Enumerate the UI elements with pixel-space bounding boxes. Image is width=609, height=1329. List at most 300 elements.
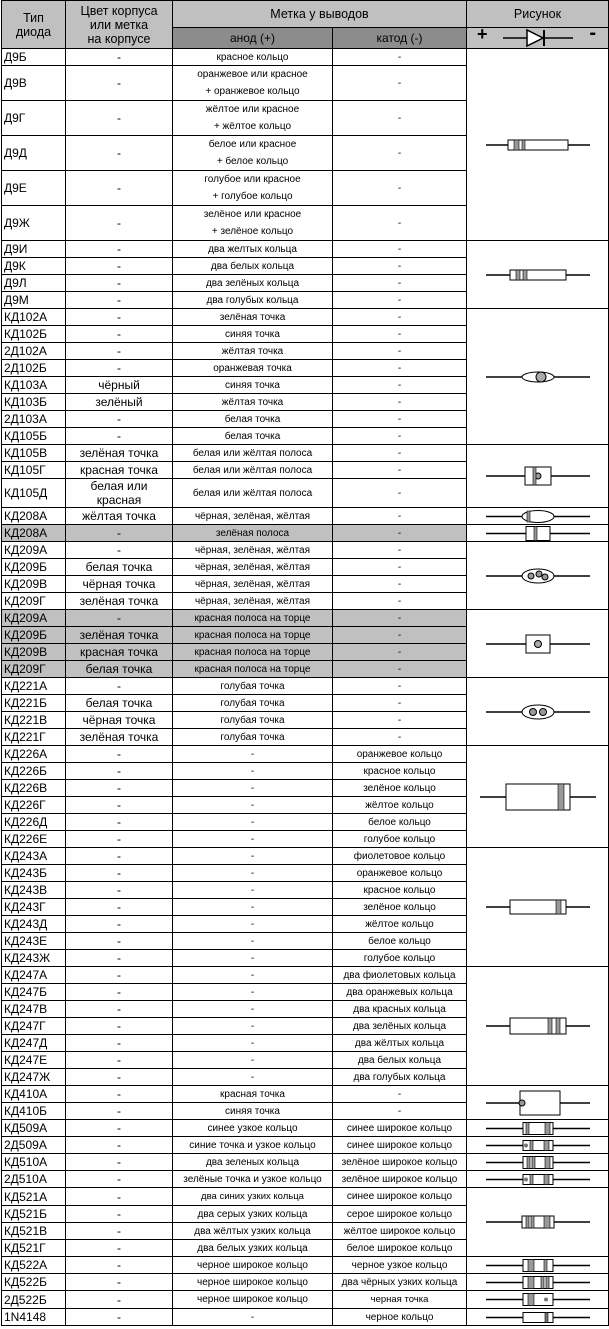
diode-picture-cell: [467, 967, 609, 1086]
cell-body-color: -: [66, 1137, 173, 1154]
cell-anode-mark: -: [173, 797, 333, 814]
diode-drawing-icon: [478, 1275, 598, 1290]
diode-picture-cell: [467, 610, 609, 678]
cell-anode-mark: оранжевое или красное + оранжевое кольцо: [173, 66, 333, 101]
cell-cathode-mark: белое кольцо: [333, 814, 467, 831]
cell-diode-type: 1N4148: [2, 1309, 66, 1326]
cell-diode-type: КД522Б: [2, 1274, 66, 1291]
cell-anode-mark: чёрная, зелёная, жёлтая: [173, 542, 333, 559]
cell-cathode-mark: -: [333, 678, 467, 695]
cell-body-color: -: [66, 136, 173, 171]
header-diode-symbol: [467, 28, 609, 49]
cell-cathode-mark: -: [333, 712, 467, 729]
cell-body-color: -: [66, 1120, 173, 1137]
table-row: [2, 678, 609, 695]
cell-cathode-mark: -: [333, 292, 467, 309]
cell-body-color: -: [66, 1069, 173, 1086]
cell-anode-mark: -: [173, 780, 333, 797]
diode-picture-cell: [467, 525, 609, 542]
cell-anode-mark: -: [173, 967, 333, 984]
cell-body-color: -: [66, 797, 173, 814]
cell-cathode-mark: красное кольцо: [333, 882, 467, 899]
cell-cathode-mark: -: [333, 343, 467, 360]
cell-cathode-mark: -: [333, 309, 467, 326]
cell-diode-type: КД105Д: [2, 479, 66, 508]
cell-diode-type: КД102А: [2, 309, 66, 326]
cell-body-color: зелёная точка: [66, 445, 173, 462]
cell-anode-mark: два белых кольца: [173, 258, 333, 275]
cell-anode-mark: -: [173, 1018, 333, 1035]
cell-body-color: -: [66, 1188, 173, 1206]
cell-anode-mark: голубая точка: [173, 678, 333, 695]
cell-diode-type: КД226В: [2, 780, 66, 797]
cell-anode-mark: -: [173, 882, 333, 899]
cell-cathode-mark: -: [333, 576, 467, 593]
cell-diode-type: КД209А: [2, 542, 66, 559]
cell-body-color: -: [66, 984, 173, 1001]
diode-drawing-icon: [478, 1121, 598, 1136]
diode-drawing-icon: [478, 1087, 598, 1119]
cell-diode-type: КД243Ж: [2, 950, 66, 967]
cell-cathode-mark: два жёлтых кольца: [333, 1035, 467, 1052]
diode-picture-cell: [467, 1309, 609, 1326]
cell-body-color: -: [66, 831, 173, 848]
cell-diode-type: КД226Б: [2, 763, 66, 780]
cell-cathode-mark: -: [333, 1103, 467, 1120]
cell-cathode-mark: -: [333, 206, 467, 241]
cell-body-color: -: [66, 241, 173, 258]
cell-diode-type: Д9Е: [2, 171, 66, 206]
cell-body-color: жёлтая точка: [66, 508, 173, 525]
cell-cathode-mark: -: [333, 49, 467, 66]
table-row: [2, 1137, 609, 1154]
cell-anode-mark: красная точка: [173, 1086, 333, 1103]
cell-body-color: -: [66, 1086, 173, 1103]
diode-picture-cell: [467, 1154, 609, 1171]
cell-body-color: -: [66, 814, 173, 831]
cell-diode-type: КД209Г: [2, 593, 66, 610]
cell-anode-mark: белая точка: [173, 428, 333, 445]
cell-body-color: -: [66, 428, 173, 445]
cell-diode-type: Д9Г: [2, 101, 66, 136]
diode-drawing-icon: [478, 890, 598, 924]
cell-body-color: чёрный: [66, 377, 173, 394]
cell-diode-type: Д9М: [2, 292, 66, 309]
cell-cathode-mark: голубое кольцо: [333, 950, 467, 967]
cell-anode-mark: жёлтая точка: [173, 394, 333, 411]
cell-diode-type: 2Д102А: [2, 343, 66, 360]
cell-body-color: -: [66, 542, 173, 559]
cell-anode-mark: два белых узких кольца: [173, 1240, 333, 1257]
cell-cathode-mark: -: [333, 394, 467, 411]
cell-cathode-mark: -: [333, 508, 467, 525]
cell-body-color: -: [66, 1291, 173, 1309]
cell-anode-mark: -: [173, 1001, 333, 1018]
cell-cathode-mark: оранжевое кольцо: [333, 865, 467, 882]
cell-cathode-mark: зелёное кольцо: [333, 899, 467, 916]
cell-body-color: -: [66, 309, 173, 326]
cell-anode-mark: -: [173, 984, 333, 1001]
cell-anode-mark: синяя точка: [173, 326, 333, 343]
cell-cathode-mark: черное узкое кольцо: [333, 1257, 467, 1274]
cell-cathode-mark: -: [333, 1086, 467, 1103]
cell-cathode-mark: -: [333, 445, 467, 462]
diode-picture-cell: [467, 1137, 609, 1154]
table-row: [2, 542, 609, 559]
cell-anode-mark: белая точка: [173, 411, 333, 428]
cell-cathode-mark: два фиолетовых кольца: [333, 967, 467, 984]
cell-anode-mark: голубое или красное + голубое кольцо: [173, 171, 333, 206]
diode-drawing-icon: [478, 695, 598, 729]
diode-drawing-icon: [478, 1172, 598, 1187]
cell-anode-mark: -: [173, 763, 333, 780]
cell-cathode-mark: белое кольцо: [333, 933, 467, 950]
table-row: [2, 508, 609, 525]
header-picture: Рисунок: [467, 1, 609, 28]
cell-anode-mark: черное широкое кольцо: [173, 1274, 333, 1291]
cell-body-color: -: [66, 882, 173, 899]
cell-body-color: белая или красная: [66, 479, 173, 508]
cell-cathode-mark: -: [333, 542, 467, 559]
diode-marking-table: [1, 0, 609, 1326]
cell-cathode-mark: -: [333, 377, 467, 394]
cell-cathode-mark: оранжевое кольцо: [333, 746, 467, 763]
cell-diode-type: КД509А: [2, 1120, 66, 1137]
header-cathode: катод (-): [333, 28, 467, 49]
cell-anode-mark: синие точка и узкое кольцо: [173, 1137, 333, 1154]
diode-drawing-icon: [478, 1258, 598, 1273]
cell-diode-type: КД221В: [2, 712, 66, 729]
cell-body-color: -: [66, 899, 173, 916]
cell-cathode-mark: два чёрных узких кольца: [333, 1274, 467, 1291]
table-row: [2, 445, 609, 462]
table-row: [2, 1120, 609, 1137]
cell-cathode-mark: -: [333, 136, 467, 171]
cell-body-color: -: [66, 525, 173, 542]
diode-drawing-icon: [478, 559, 598, 593]
cell-cathode-mark: -: [333, 695, 467, 712]
cell-anode-mark: жёлтое или красное + жёлтое кольцо: [173, 101, 333, 136]
cell-body-color: -: [66, 258, 173, 275]
table-row: [2, 1257, 609, 1274]
cell-cathode-mark: белое широкое кольцо: [333, 1240, 467, 1257]
header-lead-mark: Метка у выводов: [173, 1, 467, 28]
cell-anode-mark: -: [173, 831, 333, 848]
cell-anode-mark: синяя точка: [173, 1103, 333, 1120]
table-row: [2, 1309, 609, 1326]
diode-picture-cell: [467, 49, 609, 241]
diode-drawing-icon: [478, 258, 598, 292]
cell-anode-mark: два жёлтых узких кольца: [173, 1223, 333, 1240]
cell-cathode-mark: голубое кольцо: [333, 831, 467, 848]
cell-anode-mark: два серых узких кольца: [173, 1206, 333, 1223]
cell-body-color: -: [66, 916, 173, 933]
cell-cathode-mark: синее широкое кольцо: [333, 1120, 467, 1137]
cell-diode-type: КД247Г: [2, 1018, 66, 1035]
cell-cathode-mark: -: [333, 101, 467, 136]
cell-diode-type: КД247Е: [2, 1052, 66, 1069]
cell-diode-type: КД105Б: [2, 428, 66, 445]
cell-cathode-mark: два белых кольца: [333, 1052, 467, 1069]
table-row: [2, 241, 609, 258]
cell-body-color: -: [66, 1257, 173, 1274]
cell-diode-type: КД510А: [2, 1154, 66, 1171]
header-body-color: Цвет корпуса или метка на корпусе: [66, 1, 173, 49]
cell-diode-type: КД221Б: [2, 695, 66, 712]
cell-body-color: -: [66, 411, 173, 428]
cell-body-color: чёрная точка: [66, 712, 173, 729]
cell-body-color: зелёная точка: [66, 627, 173, 644]
cell-body-color: -: [66, 275, 173, 292]
diode-drawing-icon: [478, 1292, 598, 1307]
cell-anode-mark: -: [173, 814, 333, 831]
table-row: [2, 610, 609, 627]
cell-body-color: -: [66, 1103, 173, 1120]
cell-body-color: -: [66, 1223, 173, 1240]
diode-drawing-icon: [478, 360, 598, 394]
cell-anode-mark: оранжевая точка: [173, 360, 333, 377]
cell-body-color: белая точка: [66, 661, 173, 678]
cell-body-color: -: [66, 1035, 173, 1052]
cell-cathode-mark: -: [333, 428, 467, 445]
cell-anode-mark: -: [173, 916, 333, 933]
cell-cathode-mark: -: [333, 627, 467, 644]
cell-anode-mark: зелёные точка и узкое кольцо: [173, 1171, 333, 1188]
cell-diode-type: КД226Е: [2, 831, 66, 848]
cell-diode-type: КД221Г: [2, 729, 66, 746]
cell-body-color: -: [66, 292, 173, 309]
cell-diode-type: КД247Д: [2, 1035, 66, 1052]
diode-picture-cell: [467, 848, 609, 967]
cell-cathode-mark: -: [333, 241, 467, 258]
diode-picture-cell: [467, 542, 609, 610]
cell-anode-mark: белая или жёлтая полоса: [173, 462, 333, 479]
cell-anode-mark: чёрная, зелёная, жёлтая: [173, 593, 333, 610]
cell-anode-mark: два желтых кольца: [173, 241, 333, 258]
cell-body-color: -: [66, 746, 173, 763]
diode-drawing-icon: [478, 509, 598, 524]
table-row: [2, 1154, 609, 1171]
cell-anode-mark: два зелёных кольца: [173, 275, 333, 292]
cell-anode-mark: -: [173, 950, 333, 967]
cell-body-color: -: [66, 780, 173, 797]
cell-anode-mark: чёрная, зелёная, жёлтая: [173, 576, 333, 593]
cell-diode-type: 2Д522Б: [2, 1291, 66, 1309]
cell-diode-type: КД209Б: [2, 627, 66, 644]
cell-anode-mark: жёлтая точка: [173, 343, 333, 360]
cell-anode-mark: чёрная, зелёная, жёлтая: [173, 508, 333, 525]
table-row: [2, 525, 609, 542]
cell-cathode-mark: -: [333, 729, 467, 746]
cell-body-color: белая точка: [66, 559, 173, 576]
cell-anode-mark: голубая точка: [173, 712, 333, 729]
cell-diode-type: КД209А: [2, 610, 66, 627]
cell-diode-type: КД243Б: [2, 865, 66, 882]
cell-cathode-mark: два оранжевых кольца: [333, 984, 467, 1001]
cell-diode-type: КД247Ж: [2, 1069, 66, 1086]
cell-body-color: -: [66, 101, 173, 136]
cell-body-color: -: [66, 1309, 173, 1326]
cell-body-color: зелёная точка: [66, 729, 173, 746]
cell-anode-mark: зелёная полоса: [173, 525, 333, 542]
diode-drawing-icon: [478, 1138, 598, 1153]
cell-cathode-mark: синее широкое кольцо: [333, 1188, 467, 1206]
table-row: [2, 49, 609, 66]
cell-diode-type: КД247Б: [2, 984, 66, 1001]
cell-anode-mark: красное кольцо: [173, 49, 333, 66]
table-row: [2, 848, 609, 865]
cell-anode-mark: красная полоса на торце: [173, 610, 333, 627]
cell-diode-type: КД410Б: [2, 1103, 66, 1120]
cell-diode-type: КД226Д: [2, 814, 66, 831]
cell-diode-type: Д9К: [2, 258, 66, 275]
table-row: [2, 1086, 609, 1103]
cell-cathode-mark: красное кольцо: [333, 763, 467, 780]
cell-body-color: -: [66, 1154, 173, 1171]
cell-anode-mark: -: [173, 899, 333, 916]
cell-diode-type: Д9Л: [2, 275, 66, 292]
cell-anode-mark: черное широкое кольцо: [173, 1257, 333, 1274]
cell-anode-mark: два голубых кольца: [173, 292, 333, 309]
cell-cathode-mark: зелёное широкое кольцо: [333, 1154, 467, 1171]
cell-diode-type: КД521В: [2, 1223, 66, 1240]
cell-diode-type: КД521Б: [2, 1206, 66, 1223]
cell-diode-type: 2Д103А: [2, 411, 66, 428]
cell-anode-mark: белое или красное + белое кольцо: [173, 136, 333, 171]
cell-diode-type: КД243Г: [2, 899, 66, 916]
cell-body-color: -: [66, 1052, 173, 1069]
cell-anode-mark: красная полоса на торце: [173, 661, 333, 678]
cell-body-color: красная точка: [66, 644, 173, 661]
cell-diode-type: КД209В: [2, 576, 66, 593]
cell-anode-mark: голубая точка: [173, 695, 333, 712]
plus-sign: +: [477, 27, 488, 44]
cell-diode-type: 2Д102Б: [2, 360, 66, 377]
table-row: [2, 1274, 609, 1291]
cell-cathode-mark: два голубых кольца: [333, 1069, 467, 1086]
cell-diode-type: КД105Г: [2, 462, 66, 479]
diode-picture-cell: [467, 508, 609, 525]
cell-anode-mark: красная полоса на торце: [173, 644, 333, 661]
cell-anode-mark: чёрная, зелёная, жёлтая: [173, 559, 333, 576]
diode-drawing-icon: [478, 627, 598, 661]
cell-cathode-mark: зелёное кольцо: [333, 780, 467, 797]
cell-body-color: -: [66, 1171, 173, 1188]
cell-diode-type: 2Д510А: [2, 1171, 66, 1188]
cell-cathode-mark: -: [333, 411, 467, 428]
cell-cathode-mark: -: [333, 479, 467, 508]
cell-body-color: -: [66, 326, 173, 343]
diode-picture-cell: [467, 746, 609, 848]
cell-anode-mark: зелёная точка: [173, 309, 333, 326]
cell-cathode-mark: -: [333, 171, 467, 206]
cell-anode-mark: два зеленых кольца: [173, 1154, 333, 1171]
cell-body-color: зелёная точка: [66, 593, 173, 610]
cell-diode-type: КД247В: [2, 1001, 66, 1018]
table-row: [2, 1171, 609, 1188]
diode-drawing-icon: [478, 526, 598, 541]
cell-cathode-mark: жёлтое кольцо: [333, 916, 467, 933]
diode-drawing-icon: [478, 459, 598, 493]
cell-anode-mark: черное широкое кольцо: [173, 1291, 333, 1309]
cell-anode-mark: зелёное или красное + зелёное кольцо: [173, 206, 333, 241]
cell-cathode-mark: жёлтое кольцо: [333, 797, 467, 814]
cell-anode-mark: голубая точка: [173, 729, 333, 746]
diode-picture-cell: [467, 1274, 609, 1291]
cell-anode-mark: красная полоса на торце: [173, 627, 333, 644]
diode-picture-cell: [467, 678, 609, 746]
cell-cathode-mark: зелёное широкое кольцо: [333, 1171, 467, 1188]
diode-picture-cell: [467, 241, 609, 309]
diode-picture-cell: [467, 1257, 609, 1274]
cell-diode-type: КД209Б: [2, 559, 66, 576]
cell-cathode-mark: жёлтое широкое кольцо: [333, 1223, 467, 1240]
cell-body-color: -: [66, 343, 173, 360]
cell-body-color: зелёный: [66, 394, 173, 411]
cell-body-color: -: [66, 763, 173, 780]
diode-picture-cell: [467, 309, 609, 445]
diode-drawing-icon: [478, 1205, 598, 1239]
diode-drawing-icon: [478, 128, 598, 162]
cell-cathode-mark: -: [333, 593, 467, 610]
cell-diode-type: КД243Д: [2, 916, 66, 933]
cell-anode-mark: -: [173, 1309, 333, 1326]
table-row: [2, 967, 609, 984]
diode-drawing-icon: [478, 1310, 598, 1325]
cell-diode-type: КД410А: [2, 1086, 66, 1103]
cell-diode-type: КД103А: [2, 377, 66, 394]
diode-drawing-icon: [478, 780, 598, 814]
cell-anode-mark: -: [173, 1069, 333, 1086]
cell-diode-type: КД103Б: [2, 394, 66, 411]
header-anode: анод (+): [173, 28, 333, 49]
cell-cathode-mark: -: [333, 275, 467, 292]
cell-anode-mark: -: [173, 1052, 333, 1069]
cell-body-color: -: [66, 678, 173, 695]
cell-body-color: чёрная точка: [66, 576, 173, 593]
cell-anode-mark: -: [173, 933, 333, 950]
cell-cathode-mark: -: [333, 559, 467, 576]
cell-diode-type: КД226А: [2, 746, 66, 763]
cell-body-color: -: [66, 848, 173, 865]
diode-drawing-icon: [478, 1155, 598, 1170]
diode-picture-cell: [467, 1188, 609, 1257]
cell-cathode-mark: -: [333, 610, 467, 627]
diode-picture-cell: [467, 1086, 609, 1120]
cell-anode-mark: -: [173, 746, 333, 763]
cell-cathode-mark: -: [333, 258, 467, 275]
cell-body-color: красная точка: [66, 462, 173, 479]
cell-body-color: -: [66, 1206, 173, 1223]
diode-picture-cell: [467, 1120, 609, 1137]
cell-cathode-mark: -: [333, 525, 467, 542]
cell-cathode-mark: -: [333, 326, 467, 343]
cell-body-color: -: [66, 1240, 173, 1257]
cell-diode-type: 2Д509А: [2, 1137, 66, 1154]
cell-body-color: -: [66, 66, 173, 101]
cell-cathode-mark: черная точка: [333, 1291, 467, 1309]
header-type: Тип диода: [2, 1, 66, 49]
cell-cathode-mark: синее широкое кольцо: [333, 1137, 467, 1154]
cell-diode-type: КД208А: [2, 508, 66, 525]
diode-picture-cell: [467, 445, 609, 508]
cell-diode-type: КД221А: [2, 678, 66, 695]
cell-cathode-mark: два зелёных кольца: [333, 1018, 467, 1035]
cell-anode-mark: синее узкое кольцо: [173, 1120, 333, 1137]
cell-body-color: -: [66, 950, 173, 967]
diode-symbol-icon: [503, 28, 573, 48]
cell-anode-mark: -: [173, 848, 333, 865]
